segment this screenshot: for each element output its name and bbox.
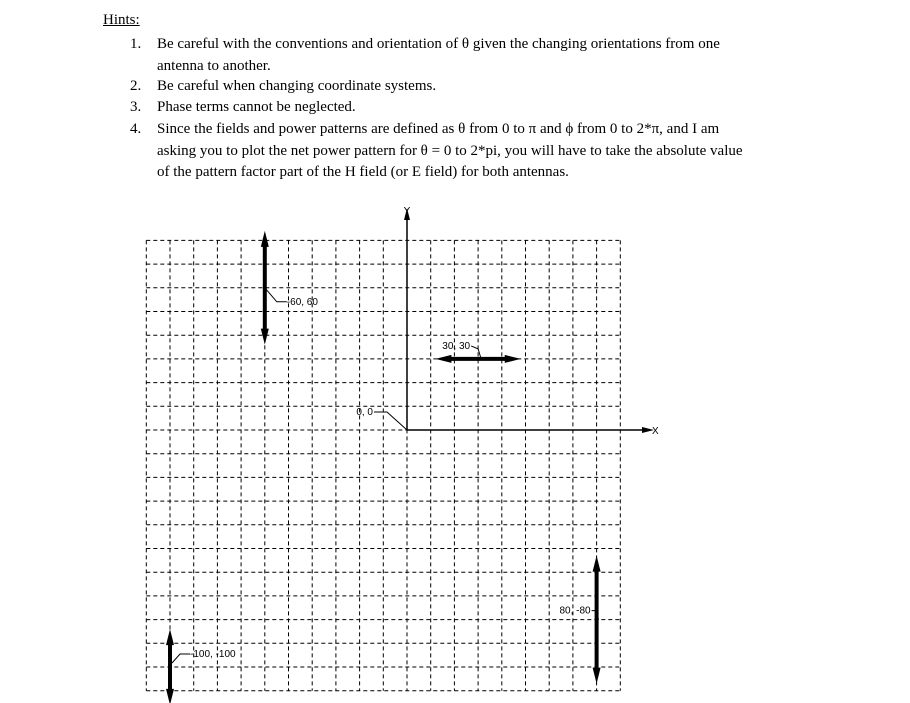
dipole-antenna (435, 341, 520, 363)
antenna-label-leader (172, 654, 190, 663)
antenna-position-label: -100, -100 (190, 649, 236, 660)
antenna-arrow-left (435, 355, 451, 363)
hint-text-line: Since the fields and power patterns are defined as θ from 0 to π and ϕ from 0 to 2*π, and I am (157, 121, 720, 137)
antenna-position-label: -60, 60 (286, 296, 318, 308)
antenna-arrow-right (505, 355, 521, 363)
origin-leader (374, 412, 407, 430)
dipole-antenna (166, 629, 236, 703)
hint-text-line: antenna to another. (157, 57, 271, 74)
hint-text-line: Be careful when changing coordinate systems. (157, 78, 437, 94)
y-axis-label: Y (403, 206, 411, 217)
antenna-arrow-up (261, 231, 269, 247)
x-axis-label: X (652, 426, 659, 437)
hint-text-line: Be careful with the conventions and orientation of θ given the changing orientations from one (157, 36, 720, 52)
antenna-position-label: 80, -80 (559, 605, 591, 617)
hint-text-line: asking you to plot the net power pattern for θ = 0 to 2*pi, you will have to take the absolute value (157, 142, 743, 159)
hints-title: Hints: (103, 12, 140, 28)
antenna-arrow-down (593, 668, 601, 684)
hint-number: 3. (130, 99, 142, 115)
hint-text-line: of the pattern factor part of the H field (or E field) for both antennas. (157, 164, 569, 180)
antenna-arrow-up (166, 629, 174, 645)
hint-number: 2. (130, 78, 142, 94)
origin-label: 0, 0 (356, 407, 373, 418)
hint-text-line: Phase terms cannot be neglected. (157, 99, 356, 115)
hint-number: 4. (130, 121, 142, 137)
dashed-grid (146, 240, 620, 690)
antenna-arrow-down (166, 689, 174, 703)
hint-number: 1. (130, 36, 142, 52)
antenna-arrow-up (593, 556, 601, 572)
antenna-arrow-down (261, 329, 269, 345)
antenna-position-label: 30, 30 (442, 340, 471, 352)
antenna-label-leader (265, 288, 287, 302)
